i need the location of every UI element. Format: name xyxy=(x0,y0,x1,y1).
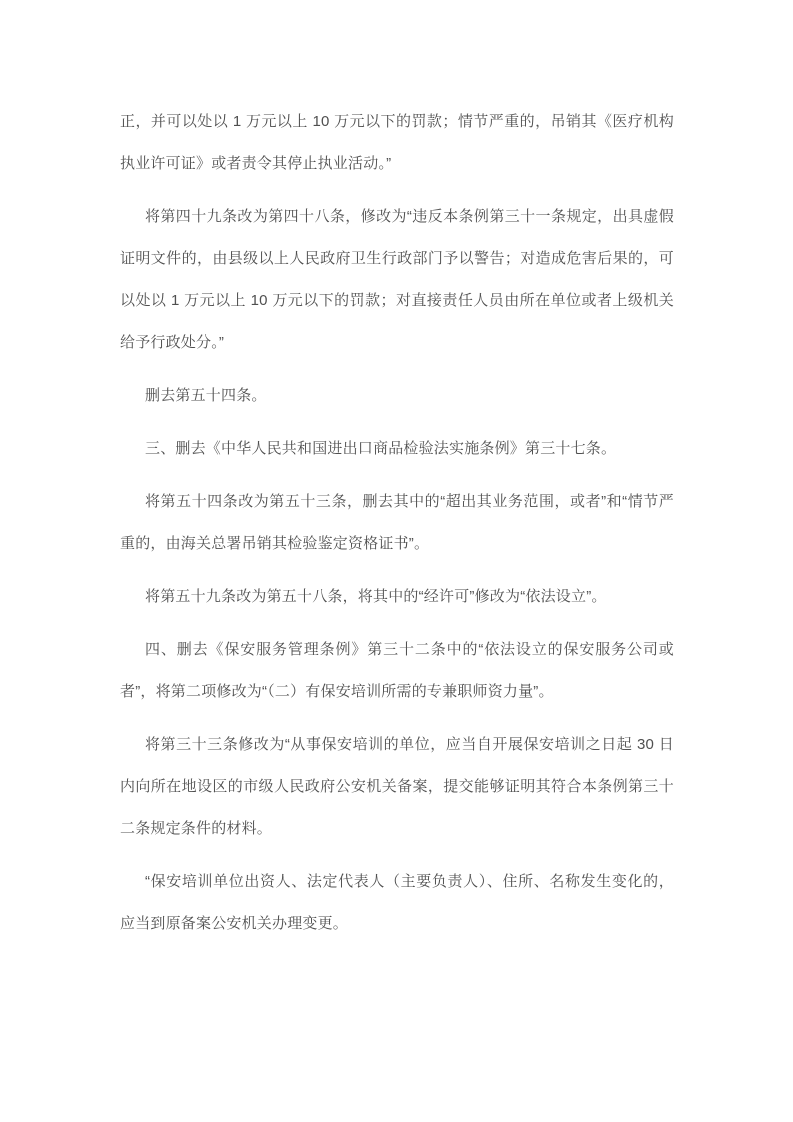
paragraph: 将第五十四条改为第五十三条，删去其中的“超出其业务范围，或者”和“情节严重的，由海关总署吊销其检验鉴定资格证书”。 xyxy=(120,493,674,552)
paragraph: 删去第五十四条。 xyxy=(145,387,267,404)
paragraph: 正，并可以处以 1 万元以上 10 万元以下的罚款；情节严重的，吊销其《医疗机构执业许可证》或者责令其停止执业活动。” xyxy=(120,113,674,172)
paragraph: 将第五十九条改为第五十八条，将其中的“经许可”修改为“依法设立”。 xyxy=(145,588,607,605)
paragraph: 将第四十九条改为第四十八条，修改为“违反本条例第三十一条规定，出具虚假证明文件的，由县级以上人民政府卫生行政部门予以警告；对造成危害后果的，可以处以 1 万元以上 10 万元以下的罚款；对直接责任人员由所在单位或者上级机关给予行政处分。” xyxy=(120,208,674,351)
paragraph: “保安培训单位出资人、法定代表人（主要负责人）、住所、名称发生变化的，应当到原备案公安机关办理变更。 xyxy=(120,873,674,932)
paragraph: 将第三十三条修改为“从事保安培训的单位，应当自开展保安培训之日起 30 日内向所在地设区的市级人民政府公安机关备案，提交能够证明其符合本条例第三十二条规定条件的材料。 xyxy=(120,736,674,837)
paragraph: 三、删去《中华人民共和国进出口商品检验法实施条例》第三十七条。 xyxy=(145,440,617,457)
paragraph: 四、删去《保安服务管理条例》第三十二条中的“依法设立的保安服务公司或者”，将第二项修改为“（二）有保安培训所需的专兼职师资力量”。 xyxy=(120,641,674,700)
document-body xyxy=(120,101,674,945)
